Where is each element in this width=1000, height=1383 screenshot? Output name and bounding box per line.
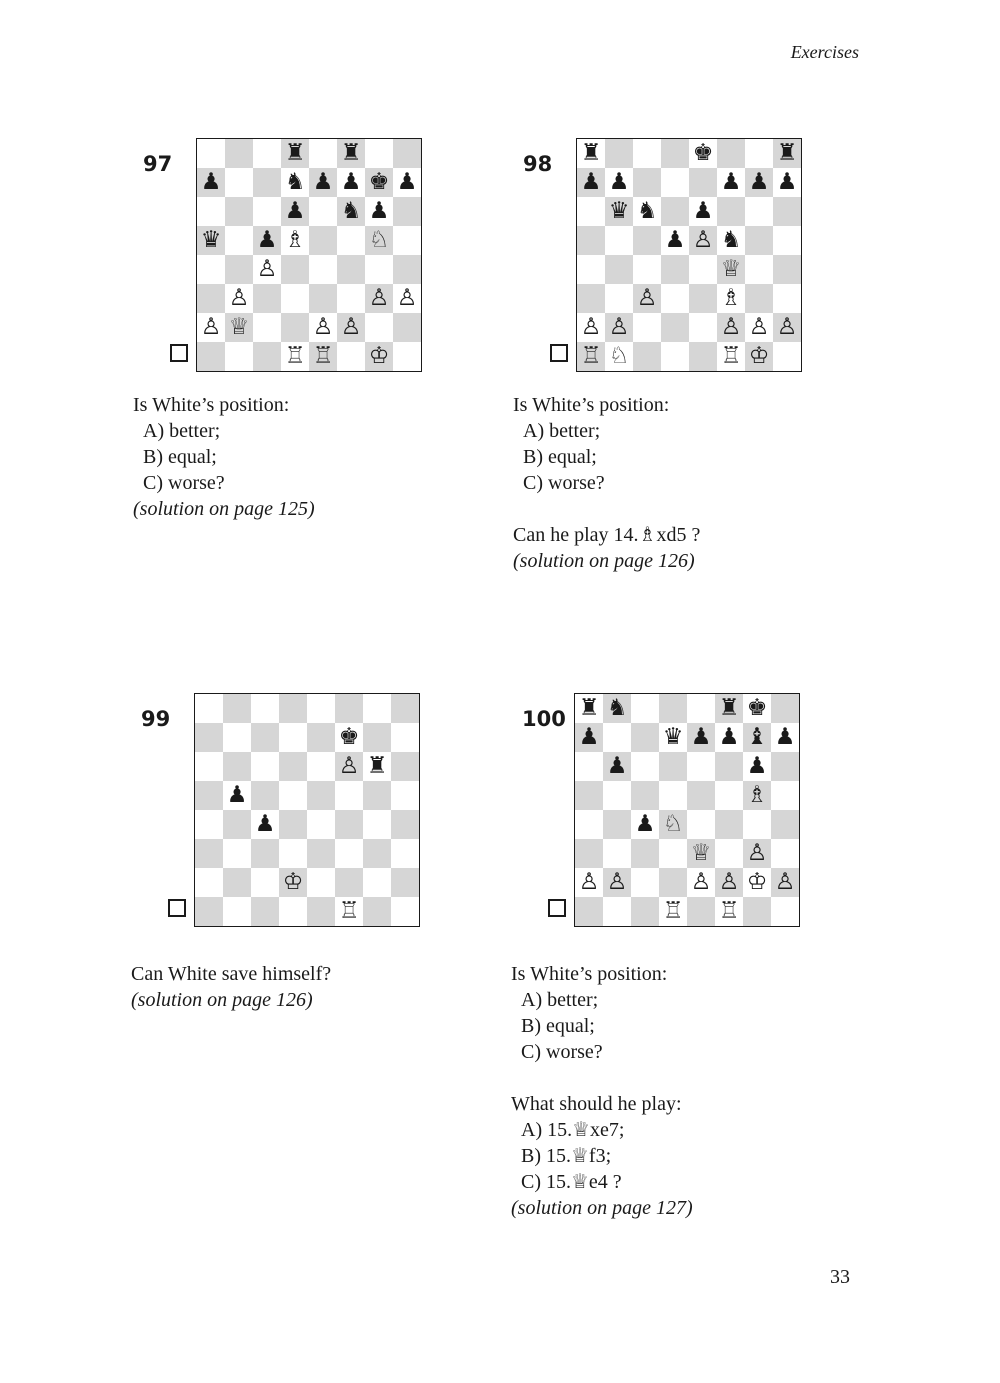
board-square [717, 284, 745, 313]
board-square [745, 255, 773, 284]
board-square [715, 897, 743, 926]
board-square [659, 868, 687, 897]
board-square [631, 810, 659, 839]
black-pawn-icon: ♟ [774, 724, 796, 750]
board-square [771, 781, 799, 810]
white-rook-icon: ♖ [662, 898, 684, 924]
answer-option: C) worse? [523, 472, 605, 494]
black-knight-icon: ♞ [340, 198, 362, 224]
white-king-icon: ♔ [746, 869, 768, 895]
answer-option: B) 15.♕f3; [521, 1145, 612, 1167]
black-knight-icon: ♞ [606, 695, 628, 721]
question-text: Is White’s position: [511, 963, 668, 985]
solution-reference: (solution on page 126) [131, 989, 313, 1011]
white-pawn-icon: ♙ [312, 314, 334, 340]
board-square [773, 284, 801, 313]
spacer [511, 1065, 693, 1091]
board-square [687, 868, 715, 897]
black-pawn-icon: ♟ [664, 227, 686, 253]
answer-option: A) 15.♕xe7; [521, 1119, 625, 1141]
black-king-icon: ♚ [692, 140, 714, 166]
board-square [689, 284, 717, 313]
running-header: Exercises [790, 42, 859, 62]
board-square [631, 752, 659, 781]
board-square [577, 139, 605, 168]
board-square [659, 781, 687, 810]
white-king-icon: ♔ [368, 343, 390, 369]
board-square [717, 313, 745, 342]
board-square [687, 839, 715, 868]
side-to-move-box [548, 899, 566, 917]
board-square [743, 694, 771, 723]
white-rook-icon: ♖ [312, 343, 334, 369]
black-pawn-icon: ♟ [312, 169, 334, 195]
answer-option: C) worse? [143, 472, 225, 494]
board-square [633, 313, 661, 342]
white-pawn-icon: ♙ [776, 314, 798, 340]
side-to-move-box [550, 344, 568, 362]
board-square [603, 694, 631, 723]
answer-option: A) better; [521, 989, 599, 1011]
chess-board [574, 693, 800, 927]
board-square [715, 868, 743, 897]
board-square [577, 342, 605, 371]
black-pawn-icon: ♟ [606, 753, 628, 779]
question-text: Is White’s position: [133, 394, 290, 416]
board-square [605, 313, 633, 342]
chess-board [576, 138, 802, 372]
black-pawn-icon: ♟ [692, 198, 714, 224]
board-square [773, 168, 801, 197]
board-square [659, 694, 687, 723]
board-square [661, 255, 689, 284]
black-pawn-icon: ♟ [608, 169, 630, 195]
white-pawn-icon: ♙ [340, 314, 362, 340]
board-square [773, 313, 801, 342]
board-square [575, 839, 603, 868]
board-square [715, 752, 743, 781]
white-pawn-icon: ♙ [228, 285, 250, 311]
black-king-icon: ♚ [368, 169, 390, 195]
answer-option: A) better; [143, 420, 221, 442]
board-square [743, 723, 771, 752]
white-knight-icon: ♘ [368, 227, 390, 253]
board-square [575, 897, 603, 926]
white-pawn-icon: ♙ [578, 869, 600, 895]
board-square [661, 342, 689, 371]
black-rook-icon: ♜ [718, 695, 740, 721]
board-square [717, 342, 745, 371]
board-square [605, 226, 633, 255]
board-square [575, 694, 603, 723]
white-pawn-icon: ♙ [718, 869, 740, 895]
board-square [689, 226, 717, 255]
black-pawn-icon: ♟ [368, 198, 390, 224]
answer-option: B) equal; [523, 446, 597, 468]
white-bishop-icon: ♗ [746, 782, 768, 808]
black-rook-icon: ♜ [366, 753, 388, 779]
white-pawn-icon: ♙ [636, 285, 658, 311]
board-square [687, 810, 715, 839]
board-square [689, 255, 717, 284]
black-pawn-icon: ♟ [720, 169, 742, 195]
board-square [661, 139, 689, 168]
white-king-icon: ♔ [748, 343, 770, 369]
board-square [717, 255, 745, 284]
board-square [715, 810, 743, 839]
board-square [715, 781, 743, 810]
board-square [745, 284, 773, 313]
board-square [687, 781, 715, 810]
black-queen-icon: ♛ [662, 724, 684, 750]
exercise-100 [0, 693, 1000, 1253]
board-square [661, 168, 689, 197]
board-square [745, 197, 773, 226]
exercise-number: 98 [523, 152, 553, 176]
answer-option: B) equal; [521, 1015, 595, 1037]
board-square [603, 723, 631, 752]
white-knight-icon: ♘ [662, 811, 684, 837]
board-square [771, 752, 799, 781]
black-bishop-icon: ♝ [746, 724, 768, 750]
exercise-text [511, 961, 693, 1221]
board-square [633, 226, 661, 255]
board-square [605, 284, 633, 313]
board-square [689, 168, 717, 197]
board-square [689, 342, 717, 371]
white-pawn-icon: ♙ [256, 256, 278, 282]
solution-reference: (solution on page 127) [511, 1197, 693, 1219]
white-rook-icon: ♖ [338, 898, 360, 924]
black-pawn-icon: ♟ [256, 227, 278, 253]
board-square [661, 197, 689, 226]
white-pawn-icon: ♙ [774, 869, 796, 895]
board-square [605, 255, 633, 284]
board-square [603, 868, 631, 897]
black-pawn-icon: ♟ [776, 169, 798, 195]
black-rook-icon: ♜ [340, 140, 362, 166]
board-square [577, 226, 605, 255]
black-pawn-icon: ♟ [718, 724, 740, 750]
board-square [771, 839, 799, 868]
board-square [771, 868, 799, 897]
white-rook-icon: ♖ [580, 343, 602, 369]
black-pawn-icon: ♟ [254, 811, 276, 837]
board-square [773, 139, 801, 168]
board-square [773, 255, 801, 284]
board-square [633, 168, 661, 197]
black-pawn-icon: ♟ [578, 724, 600, 750]
black-pawn-icon: ♟ [748, 169, 770, 195]
exercise-number: 99 [141, 707, 171, 731]
board-square [717, 197, 745, 226]
solution-reference: (solution on page 126) [513, 550, 695, 572]
black-knight-icon: ♞ [636, 198, 658, 224]
white-queen-icon: ♕ [690, 840, 712, 866]
black-rook-icon: ♜ [578, 695, 600, 721]
board-square [743, 781, 771, 810]
board-square [603, 752, 631, 781]
board-square [773, 197, 801, 226]
board-square [659, 752, 687, 781]
black-rook-icon: ♜ [580, 140, 602, 166]
board-square [745, 226, 773, 255]
board-square [771, 723, 799, 752]
white-rook-icon: ♖ [284, 343, 306, 369]
board-square [661, 284, 689, 313]
white-pawn-icon: ♙ [396, 285, 418, 311]
board-square [575, 868, 603, 897]
board-square [633, 342, 661, 371]
board-square [631, 781, 659, 810]
black-king-icon: ♚ [746, 695, 768, 721]
board-square [661, 313, 689, 342]
board-square [743, 839, 771, 868]
black-pawn-icon: ♟ [746, 753, 768, 779]
white-pawn-icon: ♙ [748, 314, 770, 340]
board-square [603, 897, 631, 926]
white-queen-icon: ♕ [720, 256, 742, 282]
board-square [631, 694, 659, 723]
white-queen-icon: ♕ [228, 314, 250, 340]
board-square [717, 139, 745, 168]
black-knight-icon: ♞ [284, 169, 306, 195]
white-knight-icon: ♘ [608, 343, 630, 369]
board-square [689, 197, 717, 226]
black-pawn-icon: ♟ [226, 782, 248, 808]
answer-option: A) better; [523, 420, 601, 442]
board-square [577, 168, 605, 197]
board-square [631, 839, 659, 868]
white-pawn-icon: ♙ [720, 314, 742, 340]
board-square [603, 781, 631, 810]
board-square [633, 284, 661, 313]
board-square [577, 255, 605, 284]
board-square [633, 197, 661, 226]
white-pawn-icon: ♙ [690, 869, 712, 895]
white-pawn-icon: ♙ [608, 314, 630, 340]
black-king-icon: ♚ [338, 724, 360, 750]
exercise-98 [0, 138, 1000, 588]
black-pawn-icon: ♟ [396, 169, 418, 195]
exercise-text [513, 392, 700, 574]
board-square [773, 342, 801, 371]
board-square [575, 810, 603, 839]
board-square [575, 752, 603, 781]
white-pawn-icon: ♙ [338, 753, 360, 779]
exercise-number: 100 [522, 707, 566, 731]
black-pawn-icon: ♟ [340, 169, 362, 195]
board-square [717, 226, 745, 255]
board-square [745, 139, 773, 168]
board-square [687, 752, 715, 781]
question-text: What should he play: [511, 1093, 682, 1115]
white-bishop-icon: ♗ [720, 285, 742, 311]
spacer [513, 496, 700, 522]
board-square [605, 342, 633, 371]
board-square [659, 810, 687, 839]
question-text: Can he play 14.♗xd5 ? [513, 524, 701, 546]
black-pawn-icon: ♟ [200, 169, 222, 195]
board-square [577, 284, 605, 313]
board-square [743, 897, 771, 926]
white-pawn-icon: ♙ [368, 285, 390, 311]
board-square [603, 839, 631, 868]
board-square [661, 226, 689, 255]
board-square [577, 197, 605, 226]
board-square [715, 723, 743, 752]
board-square [771, 897, 799, 926]
white-king-icon: ♔ [282, 869, 304, 895]
board-square [743, 810, 771, 839]
board-square [745, 313, 773, 342]
board-square [773, 226, 801, 255]
board-square [603, 810, 631, 839]
question-text: Is White’s position: [513, 394, 670, 416]
board-square [633, 139, 661, 168]
black-rook-icon: ♜ [776, 140, 798, 166]
board-square [605, 168, 633, 197]
board-square [743, 752, 771, 781]
board-square [689, 313, 717, 342]
board-square [771, 694, 799, 723]
black-pawn-icon: ♟ [634, 811, 656, 837]
solution-reference: (solution on page 125) [133, 498, 315, 520]
question-text: Can White save himself? [131, 963, 332, 985]
board-square [631, 868, 659, 897]
board-square [605, 197, 633, 226]
black-knight-icon: ♞ [720, 227, 742, 253]
black-pawn-icon: ♟ [580, 169, 602, 195]
board-square [771, 810, 799, 839]
black-rook-icon: ♜ [284, 140, 306, 166]
black-pawn-icon: ♟ [690, 724, 712, 750]
board-square [689, 139, 717, 168]
board-square [687, 694, 715, 723]
white-pawn-icon: ♙ [692, 227, 714, 253]
white-pawn-icon: ♙ [606, 869, 628, 895]
board-square [717, 168, 745, 197]
board-square [575, 781, 603, 810]
board-square [687, 723, 715, 752]
black-queen-icon: ♛ [200, 227, 222, 253]
board-square [575, 723, 603, 752]
board-square [633, 255, 661, 284]
answer-option: B) equal; [143, 446, 217, 468]
page-number: 33 [830, 1266, 850, 1288]
board-square [659, 897, 687, 926]
board-square [631, 897, 659, 926]
answer-option: C) worse? [521, 1041, 603, 1063]
exercise-number: 97 [143, 152, 173, 176]
white-rook-icon: ♖ [718, 898, 740, 924]
white-bishop-icon: ♗ [284, 227, 306, 253]
black-queen-icon: ♛ [608, 198, 630, 224]
board-square [577, 313, 605, 342]
board-square [687, 897, 715, 926]
board-square [659, 723, 687, 752]
board-square [715, 694, 743, 723]
board-square [743, 868, 771, 897]
white-pawn-icon: ♙ [580, 314, 602, 340]
black-pawn-icon: ♟ [284, 198, 306, 224]
board-square [745, 342, 773, 371]
board-square [715, 839, 743, 868]
white-pawn-icon: ♙ [746, 840, 768, 866]
board-square [631, 723, 659, 752]
white-rook-icon: ♖ [720, 343, 742, 369]
white-pawn-icon: ♙ [200, 314, 222, 340]
board-square [605, 139, 633, 168]
answer-option: C) 15.♕e4 ? [521, 1171, 622, 1193]
board-square [659, 839, 687, 868]
board-square [745, 168, 773, 197]
